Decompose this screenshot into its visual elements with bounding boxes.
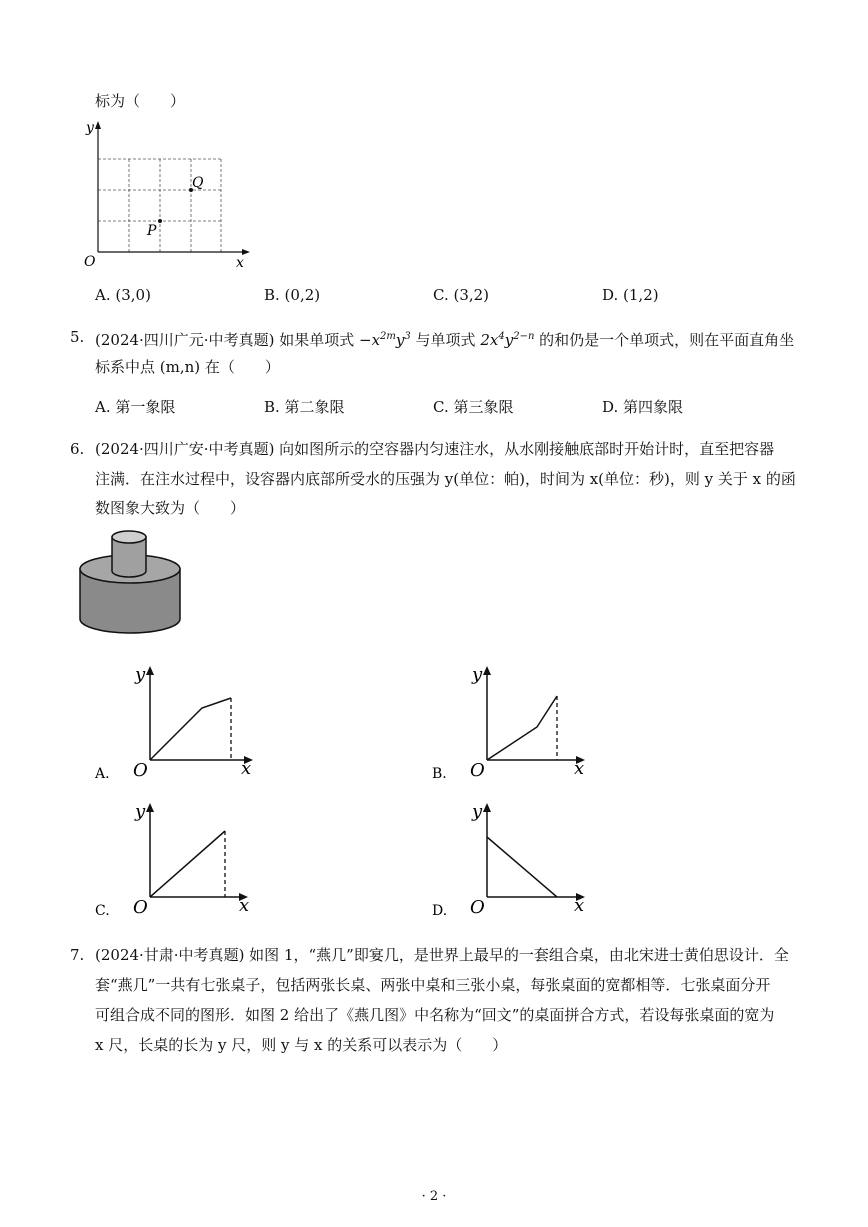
q5-monomial-1: $-x^{2m}y^3$ <box>359 331 411 349</box>
svg-text:y: y <box>135 801 146 822</box>
q5-text-a: 如果单项式 <box>279 331 355 349</box>
point-p <box>158 219 162 223</box>
q4-option-c[interactable]: C. (3,2) <box>433 286 490 304</box>
q5-option-d[interactable]: D. 第四象限 <box>602 398 684 416</box>
q6-line-3: 数图象大致为（ ） <box>95 499 246 517</box>
y-axis-label: y <box>86 120 94 136</box>
q5-option-c[interactable]: C. 第三象限 <box>433 398 514 416</box>
q6-line-1: (2024·四川广安·中考真题) 向如图所示的空容器内匀速注水，从水刚接触底部时开始计时，直至把容器 <box>95 440 775 458</box>
svg-text:x: x <box>239 895 250 916</box>
svg-text:x: x <box>574 758 585 779</box>
container-figure <box>78 527 183 637</box>
point-q-label: Q <box>192 175 204 191</box>
q4-grid-figure <box>78 116 258 271</box>
q5-monomial-2: $2x^4y^{2-n}$ <box>480 331 535 349</box>
origin-label: O <box>84 254 96 270</box>
q7-line-4: x 尺，长桌的长为 y 尺，则 y 与 x 的关系可以表示为（ ） <box>95 1036 508 1054</box>
svg-text:x: x <box>241 758 252 779</box>
q5-source: (2024·四川广元·中考真题) <box>95 331 275 349</box>
q5-line-2: 标系中点 (m,n) 在（ ） <box>95 358 280 376</box>
x-axis-label: x <box>236 255 244 271</box>
svg-text:O: O <box>133 897 148 918</box>
q7-number: 7. <box>70 946 85 964</box>
q4-option-d[interactable]: D. (1,2) <box>602 286 659 304</box>
q7-line-2: 套“燕几”一共有七张桌子，包括两张长桌、两张中桌和三张小桌，每张桌面的宽都相等．七张桌面分开 <box>95 976 771 994</box>
q6-graph-c[interactable] <box>95 797 265 922</box>
svg-text:y: y <box>472 801 483 822</box>
q6-option-d-label: D. <box>432 903 448 919</box>
q6-graph-b[interactable] <box>432 660 602 785</box>
q6-graph-d[interactable] <box>432 797 602 922</box>
q6-option-b-label: B. <box>432 766 447 782</box>
q5-line-1 <box>95 326 794 351</box>
q4-question-tail: 标为（ ） <box>95 92 186 110</box>
q7-line-1: (2024·甘肃·中考真题) 如图 1，“燕几”即宴几，是世界上最早的一套组合桌，由北宋进士黄伯思设计．全 <box>95 946 789 964</box>
q4-option-a[interactable]: A. (3,0) <box>95 286 151 304</box>
q5-number: 5. <box>70 328 85 346</box>
q6-graph-a[interactable] <box>95 660 265 785</box>
svg-text:y: y <box>472 664 483 685</box>
q5-option-b[interactable]: B. 第二象限 <box>264 398 345 416</box>
q7-line-3: 可组合成不同的图形．如图 2 给出了《燕几图》中名称为“回文”的桌面拼合方式，若设每张桌面的宽为 <box>95 1006 775 1024</box>
q6-line-2: 注满．在注水过程中，设容器内底部所受水的压强为 y(单位：帕)，时间为 x(单位：秒)，则 y 关于 x 的函 <box>95 470 796 488</box>
q5-option-a[interactable]: A. 第一象限 <box>95 398 176 416</box>
page-number: · 2 · <box>421 1189 447 1204</box>
q4-option-b[interactable]: B. (0,2) <box>264 286 321 304</box>
svg-text:y: y <box>135 664 146 685</box>
svg-text:O: O <box>470 760 485 781</box>
svg-text:O: O <box>133 760 148 781</box>
q6-number: 6. <box>70 440 85 458</box>
q6-option-a-label: A. <box>95 766 110 782</box>
q5-text-b: 与单项式 <box>415 331 476 349</box>
svg-text:x: x <box>574 895 585 916</box>
q5-text-c: 的和仍是一个单项式，则在平面直角坐 <box>539 331 795 349</box>
svg-text:O: O <box>470 897 485 918</box>
point-p-label: P <box>147 223 157 239</box>
q6-option-c-label: C. <box>95 903 110 919</box>
